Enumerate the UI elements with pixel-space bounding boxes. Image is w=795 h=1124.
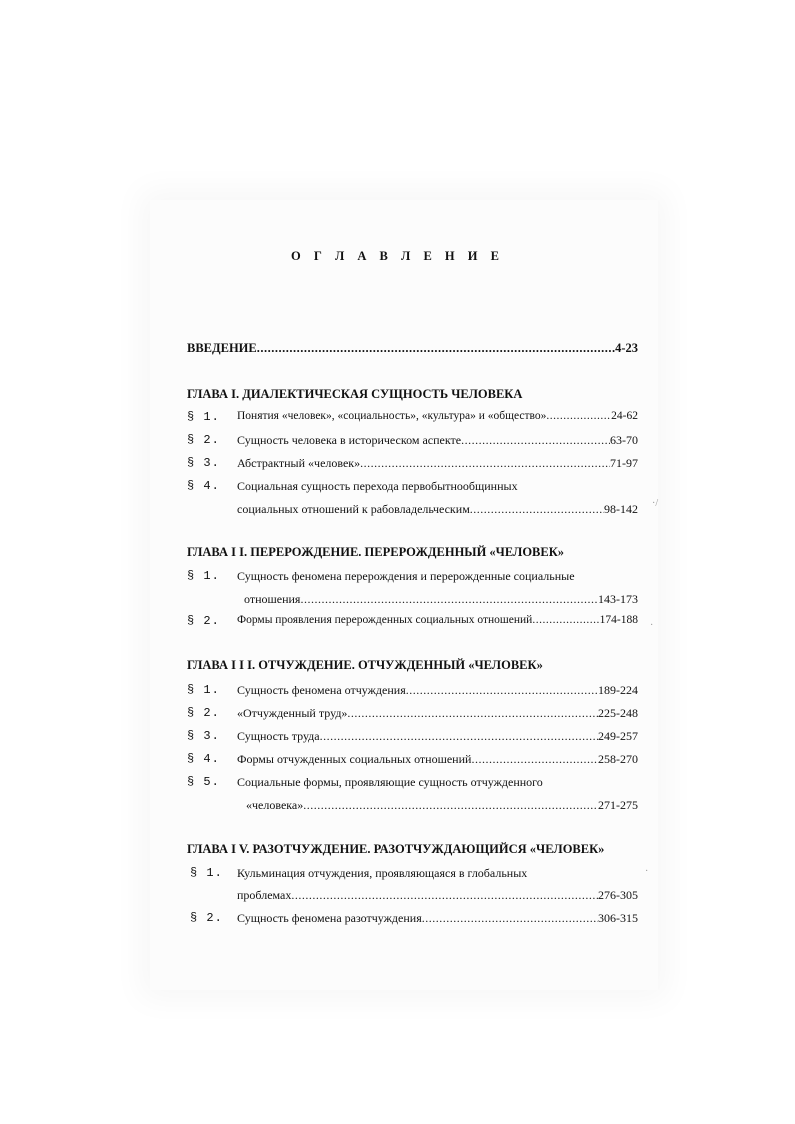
dot-leader	[360, 456, 610, 471]
toc-entry-label: Сущность феномена отчуждения	[237, 683, 406, 697]
toc-entry-label-continued: «человека»	[246, 798, 304, 812]
section-mark: § 3.	[187, 456, 220, 470]
toc-entry	[237, 502, 638, 522]
page-title: О Г Л А В Л Е Н И Е	[291, 249, 504, 263]
toc-entry-label: ВВЕДЕНИЕ	[187, 341, 257, 355]
toc-entry-label-continued: социальных отношений к рабовладельческим	[237, 502, 470, 516]
toc-entry-pages: 98-142	[604, 502, 638, 516]
dot-leader	[347, 706, 598, 721]
toc-entry	[237, 706, 638, 726]
toc-entry	[246, 798, 638, 818]
toc-entry-label: Сущность человека в историческом аспекте	[237, 433, 462, 447]
chapter-heading: ГЛАВА I V. РАЗОТЧУЖДЕНИЕ. РАЗОТЧУЖДАЮЩИЙСЯ «ЧЕЛОВЕК»	[187, 842, 605, 856]
toc-entry-pages: 143-173	[598, 592, 638, 606]
section-mark: § 1.	[187, 569, 220, 583]
dot-leader	[303, 798, 598, 813]
toc-entry	[237, 456, 638, 476]
toc-entry-label: Формы проявления перерожденных социальных отношений	[237, 614, 533, 626]
chapter-heading: ГЛАВА I I I. ОТЧУЖДЕНИЕ. ОТЧУЖДЕННЫЙ «ЧЕЛОВЕК»	[187, 658, 543, 672]
section-mark: § 5.	[187, 775, 220, 789]
section-mark: § 3.	[187, 729, 220, 743]
toc-entry-label-continued: проблемах	[237, 888, 292, 902]
scan-speck: ·/	[652, 498, 659, 509]
toc-entry-pages: 71-97	[610, 456, 638, 470]
toc-entry	[237, 752, 638, 772]
toc-entry-pages: 306-315	[598, 911, 638, 925]
dot-leader	[461, 433, 610, 448]
toc-entry-pages: 271-275	[598, 798, 638, 812]
toc-entry-pages: 24-62	[611, 410, 638, 422]
toc-entry-label: Кульминация отчуждения, проявляющаяся в глобальных	[237, 866, 528, 880]
section-mark: § 2.	[190, 911, 223, 925]
dot-leader	[320, 729, 598, 744]
dot-leader	[291, 888, 598, 903]
section-mark: § 1.	[187, 410, 220, 424]
toc-entry-label: Социальная сущность перехода первобытнообщинных	[237, 479, 518, 493]
toc-entry-pages: 63-70	[610, 433, 638, 447]
section-mark: § 2.	[187, 433, 220, 447]
toc-entry	[237, 410, 638, 430]
section-mark: § 2.	[187, 706, 220, 720]
toc-entry-pages: 4-23	[615, 341, 638, 355]
chapter-heading: ГЛАВА I I. ПЕРЕРОЖДЕНИЕ. ПЕРЕРОЖДЕННЫЙ «ЧЕЛОВЕК»	[187, 545, 565, 559]
toc-entry	[237, 888, 638, 908]
toc-entry-label-continued: отношения	[244, 592, 301, 606]
section-mark: § 2.	[187, 614, 220, 628]
toc-entry-label: Формы отчужденных социальных отношений	[237, 752, 472, 766]
toc-entry	[237, 729, 638, 749]
toc-entry-pages: 174-188	[599, 614, 638, 626]
section-mark: § 1.	[190, 866, 223, 880]
toc-entry	[237, 911, 638, 931]
dot-leader	[532, 614, 599, 626]
dot-leader	[300, 592, 598, 607]
dot-leader	[257, 341, 615, 356]
toc-entry-label: Социальные формы, проявляющие сущность отчужденного	[237, 775, 543, 789]
dot-leader	[471, 752, 598, 767]
toc-entry-label: Абстрактный «человек»	[237, 456, 361, 470]
toc-entry	[244, 592, 638, 612]
toc-entry	[237, 433, 638, 453]
dot-leader	[422, 911, 598, 926]
section-mark: § 4.	[187, 479, 220, 493]
toc-entry-pages: 249-257	[598, 729, 638, 743]
dot-leader	[470, 502, 604, 517]
toc-entry-label: Сущность труда	[237, 729, 320, 743]
toc-entry-pages: 276-305	[598, 888, 638, 902]
toc-entry	[237, 683, 638, 703]
toc-entry-pages: 225-248	[598, 706, 638, 720]
toc-entry-label: «Отчужденный труд»	[237, 706, 348, 720]
section-mark: § 4.	[187, 752, 220, 766]
toc-entry-label: Сущность феномена перерождения и перерожденные социальные	[237, 569, 575, 583]
toc-entry-pages: 258-270	[598, 752, 638, 766]
toc-entry-pages: 189-224	[598, 683, 638, 697]
dot-leader	[406, 683, 598, 698]
toc-entry-introduction	[187, 341, 638, 361]
chapter-heading: ГЛАВА I. ДИАЛЕКТИЧЕСКАЯ СУЩНОСТЬ ЧЕЛОВЕКА	[187, 387, 523, 401]
toc-entry-label: Сущность феномена разотчуждения	[237, 911, 422, 925]
scan-speck: ·	[650, 620, 654, 631]
toc-entry	[237, 614, 638, 634]
section-mark: § 1.	[187, 683, 220, 697]
scan-speck: ·	[645, 866, 649, 877]
toc-entry-label: Понятия «человек», «социальность», «культура» и «общество»	[237, 410, 547, 422]
dot-leader	[546, 410, 611, 422]
